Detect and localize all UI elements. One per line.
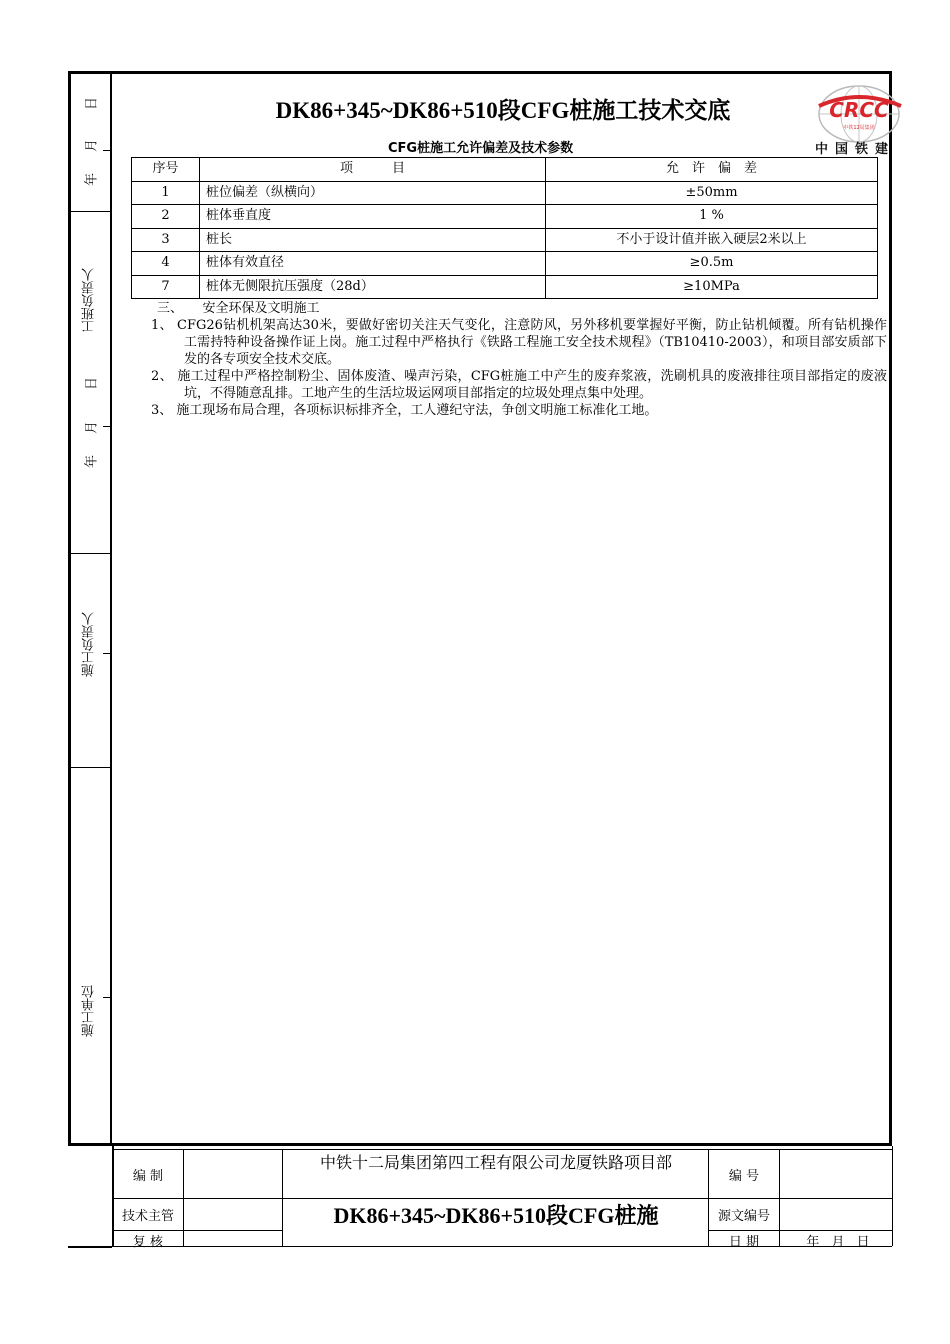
section-item: 2、 施工过程中严格控制粉尘、固体废渣、噪声污染，CFG桩施工中产生的废弃浆液，洗刷机具的废液排往项目部指定的废液坑，不得随意乱排。工地产生的生活垃圾运网项目部指定的垃圾处理点集中处理。 [151,369,887,401]
footer-divider [892,1146,893,1246]
footer-divider [282,1149,283,1246]
side-date-year-2: 年 [84,455,100,469]
date-value: 年 月 日 [806,1235,874,1250]
row-no: 3 [132,228,200,252]
side-separator [70,767,112,768]
row-no: 4 [132,252,200,276]
number-label: 编 号 [728,1169,760,1184]
date-label: 日 期 [728,1235,760,1250]
side-tick [103,997,111,998]
side-date-day: 日 [84,97,100,111]
row-tolerance: ≥0.5m [546,252,878,276]
side-tick [103,426,111,427]
organization-name: 中铁十二局集团第四工程有限公司龙厦铁路项目部 [319,1153,672,1172]
side-date-month: 月 [84,139,100,153]
header-no: 序号 [132,158,200,182]
header-item: 项 目 [200,158,546,182]
side-separator [70,211,112,212]
row-item: 桩体有效直径 [200,252,546,276]
table-row [132,205,878,229]
source-number-label: 源文编号 [717,1209,770,1224]
section-item: 1、 CFG26钻机机架高达30米，要做好密切关注天气变化，注意防风，另外移机要掌握好平衡，防止钻机倾覆。所有钻机操作工需持特种设备操作证上岗。施工过程中严格执行《铁路工程施工安全技术规程》（TB10410-2003），和项目部安质部下发的各专项安全技术交底。 [151,318,887,367]
row-tolerance: ≥10MPa [546,275,878,299]
table-row [132,275,878,299]
row-item: 桩位偏差（纵横向） [200,181,546,205]
params-table [131,157,878,299]
logo-acronym: CRCC [829,98,889,122]
side-separator [70,553,112,554]
section-item: 3、 施工现场布局合理，各项标识标排齐全，工人遵纪守法，争创文明施工标准化工地。 [151,403,658,418]
side-tick [103,653,111,654]
side-date-year: 年 [84,173,100,187]
row-item: 桩体无侧限抗压强度（28d） [200,275,546,299]
row-tolerance: 1 % [546,205,878,229]
footer-line [112,1149,892,1150]
table-row [132,181,878,205]
review-label: 复 核 [132,1235,164,1250]
footer-divider [779,1149,780,1246]
document-title: DK86+345~DK86+510段CFG桩施工技术交底 [275,98,731,123]
logo-company-name: 中国铁建 [815,142,896,157]
side-tick [103,150,111,151]
side-date-month-2: 月 [84,421,100,435]
side-construction-leader-label: 施工负责人 [82,612,97,677]
row-tolerance: ±50mm [546,181,878,205]
table-row [132,228,878,252]
side-date-day-2: 日 [84,377,100,391]
row-no: 1 [132,181,200,205]
section-heading: 三、 安全环保及文明施工 [157,301,320,316]
table-header-row [132,158,878,182]
compile-label: 编 制 [132,1169,164,1184]
row-tolerance: 不小于设计值并嵌入硬层2米以上 [546,228,878,252]
footer-document-title: DK86+345~DK86+510段CFG桩施 [333,1203,659,1228]
section-body [151,300,887,419]
row-item: 桩长 [200,228,546,252]
footer-line [68,1246,112,1248]
header-tolerance: 允 许 偏 差 [546,158,878,182]
row-no: 2 [132,205,200,229]
row-no: 7 [132,275,200,299]
row-item: 桩体垂直度 [200,205,546,229]
side-construction-unit-label: 施工单位 [82,985,97,1037]
table-row [132,252,878,276]
tech-supervisor-label: 技术主管 [121,1209,174,1224]
logo-subtitle: 中铁12局集团 [843,125,875,131]
footer-divider [183,1149,184,1246]
side-team-leader-label: 工班负责人 [82,268,97,333]
params-table-caption: CFG桩施工允许偏差及技术参数 [388,141,574,156]
